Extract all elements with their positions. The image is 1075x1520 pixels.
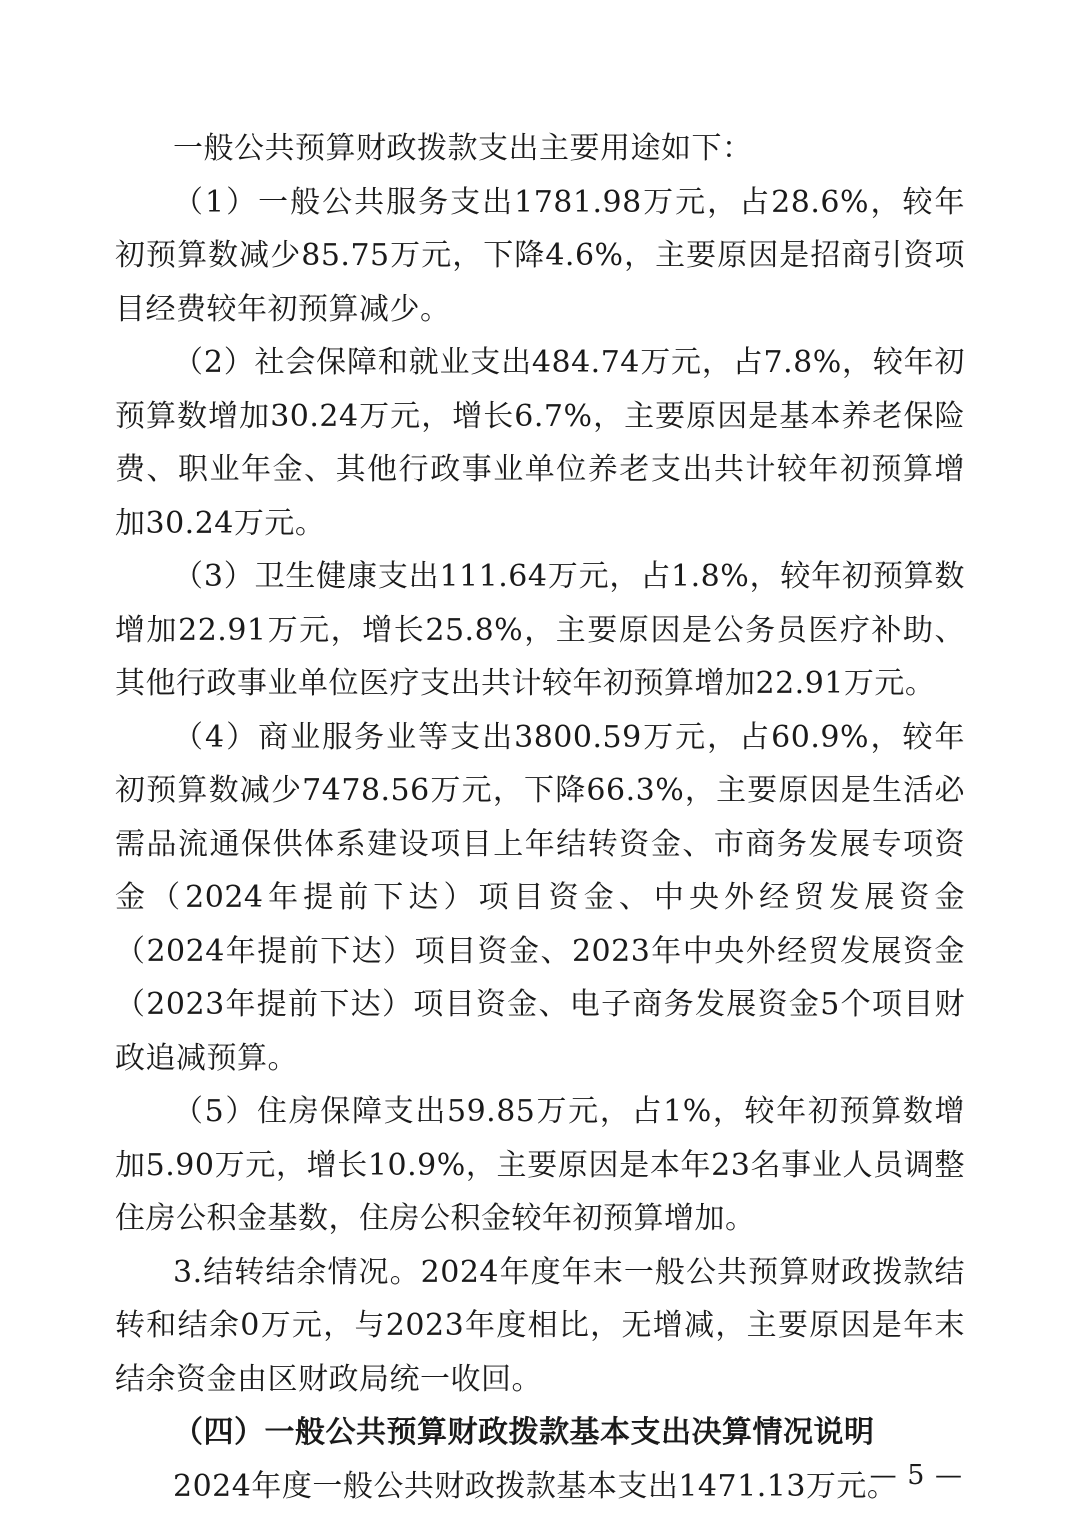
section-heading: （四）一般公共预算财政拨款基本支出决算情况说明: [173, 1415, 875, 1450]
paragraph-item-5: （5）住房保障支出59.85万元，占1%，较年初预算数增加5.90万元，增长10.9%，主要原因是本年23名事业人员调整住房公积金基数，住房公积金较年初预算增加。: [115, 1094, 965, 1236]
page-number: — 5 —: [869, 1460, 963, 1491]
paragraph-item-3: （3）卫生健康支出111.64万元，占1.8%，较年初预算数增加22.91万元，增长25.8%，主要原因是公务员医疗补助、其他行政事业单位医疗支出共计较年初预算增加22.91万元。: [115, 559, 965, 701]
paragraph-item-2: （2）社会保障和就业支出484.74万元，占7.8%，较年初预算数增加30.24万元，增长6.7%，主要原因是基本养老保险费、职业年金、其他行政事业单位养老支出共计较年初预算增加30.24万元。: [115, 345, 965, 541]
paragraph-item-1: （1）一般公共服务支出1781.98万元，占28.6%，较年初预算数减少85.75万元，下降4.6%，主要原因是招商引资项目经费较年初预算减少。: [115, 184, 965, 327]
paragraph-basic-expenditure: 2024年度一般公共财政拨款基本支出1471.13万元。: [173, 1468, 898, 1504]
document-body: [115, 122, 965, 1513]
paragraph-intro: 一般公共预算财政拨款支出主要用途如下：: [173, 131, 753, 166]
paragraph-carryover: 3.结转结余情况。2024年度年末一般公共预算财政拨款结转和结余0万元，与2023年度相比，无增减，主要原因是年末结余资金由区财政局统一收回。: [115, 1254, 965, 1397]
paragraph-item-4: （4）商业服务业等支出3800.59万元，占60.9%，较年初预算数减少7478.56万元，下降66.3%，主要原因是生活必需品流通保供体系建设项目上年结转资金、市商务发展专项资金（2024年提前下达）项目资金、中央外经贸发展资金（2024年提前下达）项目资金、2023年中央外经贸发展资金（2023年提前下达）项目资金、电子商务发展资金5个项目财政追减预算。: [115, 719, 965, 1076]
